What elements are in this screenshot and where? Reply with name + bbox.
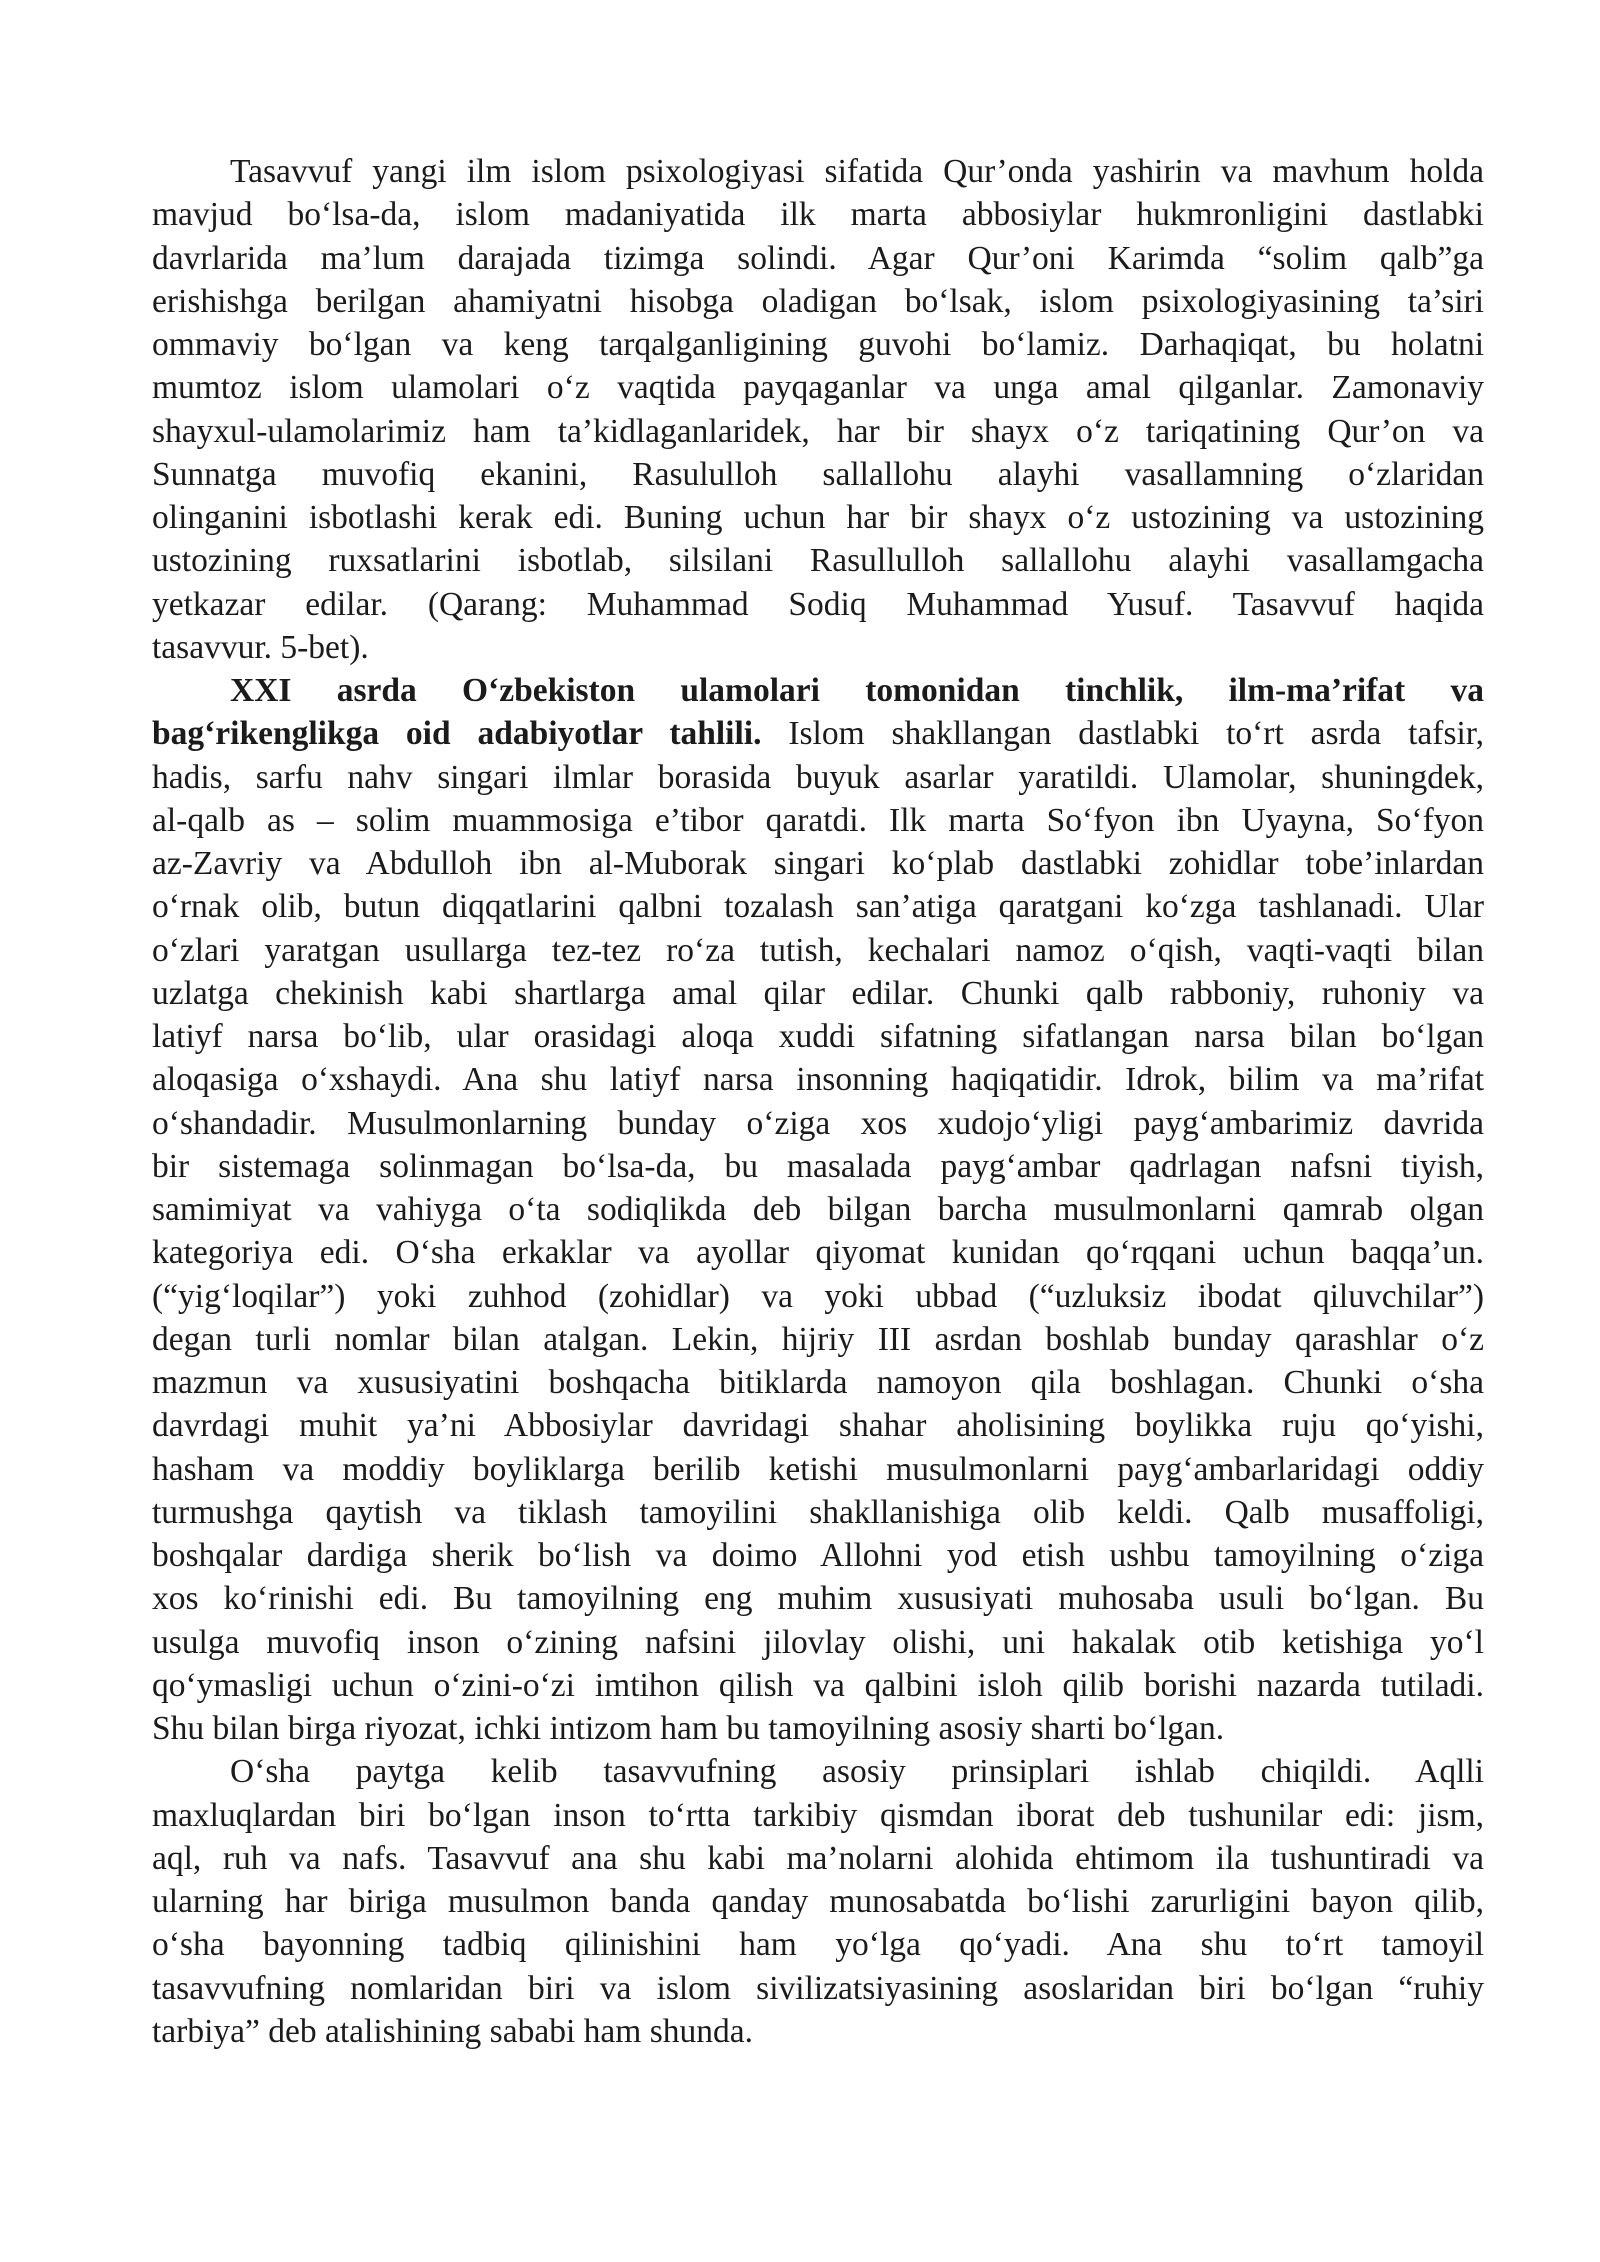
text-line: yetkazar edilar. (Qarang: Muhammad Sodiq Muhammad Yusuf. Tasavvuf haqida [152, 585, 1484, 623]
text-line: mavjud bo‘lsa-da, islom madaniyatida ilk marta abbosiylar hukmronligini dastlabki [152, 196, 1484, 234]
text-line: hadis, sarfu nahv singari ilmlar borasida buyuk asarlar yaratildi. Ulamolar, shuningdek, [152, 758, 1484, 796]
text-line: olinganini isbotlashi kerak edi. Buning uchun har bir shayx o‘z ustozining va ustozining [152, 499, 1484, 536]
text-line: aql, ruh va nafs. Tasavvuf ana shu kabi ma’nolarni alohida ehtimom ila tushuntiradi va [152, 1839, 1484, 1877]
text-line: usulga muvofiq inson o‘zining nafsini jilovlay olishi, uni hakalak otib ketishiga yo‘l [152, 1623, 1484, 1661]
text-line: latiyf narsa bo‘lib, ular orasidagi aloqa xuddi sifatning sifatlangan narsa bilan bo‘lgan [152, 1018, 1484, 1055]
text-line: turmushga qaytish va tiklash tamoyilini shakllanishiga olib keldi. Qalb musaffoligi, [152, 1493, 1484, 1531]
text-line: maxluqlardan biri bo‘lgan inson to‘rtta tarkibiy qismdan iborat deb tushunilar edi: jism, [152, 1796, 1484, 1834]
text-line: Sunnatga muvofiq ekanini, Rasululloh sallallohu alayhi vasallamning o‘zlaridan [152, 455, 1484, 493]
text-line: degan turli nomlar bilan atalgan. Lekin, hijriy III asrdan boshlab bunday qarashlar o‘z [152, 1320, 1484, 1358]
text-line: davrdagi muhit ya’ni Abbosiylar davridagi shahar aholisining boylikka ruju qo‘yishi, [152, 1407, 1484, 1445]
text-run: Islom shakllangan dastlabki to‘rt asrda tafsir, [761, 715, 1484, 753]
text-line: Shu bilan birga riyozat, ichki intizom ham bu tamoyilning asosiy sharti bo‘lgan. [152, 1710, 1225, 1747]
text-line: boshqalar dardiga sherik bo‘lish va doimo Allohni yod etish ushbu tamoyilning o‘ziga [152, 1537, 1484, 1574]
text-line: Tasavvuf yangi ilm islom psixologiyasi sifatida Qur’onda yashirin va mavhum holda [230, 153, 1484, 190]
section-heading-end: bag‘rikenglikga oid adabiyotlar tahlili. [152, 715, 762, 753]
text-line: al-qalb as – solim muammosiga e’tibor qaratdi. Ilk marta So‘fyon ibn Uyayna, So‘fyon [152, 801, 1484, 839]
text-line: ustozining ruxsatlarini isbotlab, silsilani Rasullulloh sallallohu alayhi vasallamgacha [152, 542, 1484, 580]
text-line: uzlatga chekinish kabi shartlarga amal qilar edilar. Chunki qalb rabboniy, ruhoniy va [152, 974, 1484, 1012]
text-line: o‘shandadir. Musulmonlarning bunday o‘ziga xos xudojo‘yligi payg‘ambarimiz davrida [152, 1104, 1484, 1142]
text-line: mumtoz islom ulamolari o‘z vaqtida payqaganlar va unga amal qilganlar. Zamonaviy [152, 369, 1484, 407]
section-heading-line: XXI asrda O‘zbekiston ulamolari tomonidan tinchlik, ilm-ma’rifat va [230, 672, 1484, 709]
text-line: qo‘ymasligi uchun o‘zini-o‘zi imtihon qilish va qalbini isloh qilib borishi nazarda tutiladi. [152, 1666, 1484, 1704]
text-line: o‘zlari yaratgan usullarga tez-tez ro‘za tutish, kechalari namoz o‘qish, vaqti-vaqti bilan [152, 931, 1484, 969]
text-line: shayxul-ulamolarimiz ham ta’kidlaganlaridek, har bir shayx o‘z tariqatining Qur’on va [152, 412, 1484, 450]
text-line: (“yig‘loqilar”) yoki zuhhod (zohidlar) va yoki ubbad (“uzluksiz ibodat qiluvchilar”) [152, 1277, 1484, 1315]
text-line: xos ko‘rinishi edi. Bu tamoyilning eng muhim xususiyati muhosaba usuli bo‘lgan. Bu [152, 1580, 1484, 1618]
text-line: ommaviy bo‘lgan va keng tarqalganligining guvohi bo‘lamiz. Darhaqiqat, bu holatni [152, 326, 1484, 363]
text-line: kategoriya edi. O‘sha erkaklar va ayollar qiyomat kunidan qo‘rqqani uchun baqqa’un. [152, 1234, 1484, 1272]
text-line: tasavvur. 5-bet). [152, 628, 369, 666]
text-line: ularning har biriga musulmon banda qanday munosabatda bo‘lishi zarurligini bayon qilib, [152, 1883, 1484, 1920]
text-line: erishishga berilgan ahamiyatni hisobga oladigan bo‘lsak, islom psixologiyasining ta’siri [152, 282, 1484, 320]
document-page [152, 150, 1484, 2053]
text-line: O‘sha paytga kelib tasavvufning asosiy prinsiplari ishlab chiqildi. Aqlli [230, 1753, 1484, 1791]
text-line: davrlarida ma’lum darajada tizimga solindi. Agar Qur’oni Karimda “solim qalb”ga [152, 239, 1484, 277]
text-line [152, 712, 1484, 755]
text-line: tasavvufning nomlaridan biri va islom sivilizatsiyasining asoslaridan biri bo‘lgan “ruhiy [152, 1969, 1484, 2007]
text-line: aloqasiga o‘xshaydi. Ana shu latiyf narsa insonning haqiqatidir. Idrok, bilim va ma’rifat [152, 1061, 1484, 1099]
text-line: bir sistemaga solinmagan bo‘lsa-da, bu masalada payg‘ambar qadrlagan nafsni tiyish, [152, 1147, 1484, 1185]
paragraph-2 [152, 669, 1484, 1750]
text-line: az-Zavriy va Abdulloh ibn al-Muborak singari ko‘plab dastlabki zohidlar tobe’inlardan [152, 845, 1484, 882]
text-line: o‘sha bayonning tadbiq qilinishini ham yo‘lga qo‘yadi. Ana shu to‘rt tamoyil [152, 1926, 1484, 1964]
paragraph-3 [152, 1750, 1484, 2053]
text-line: o‘rnak olib, butun diqqatlarini qalbni tozalash san’atiga qaratgani ko‘zga tashlanadi. Ular [152, 888, 1484, 926]
text-line: samimiyat va vahiyga o‘ta sodiqlikda deb bilgan barcha musulmonlarni qamrab olgan [152, 1191, 1484, 1228]
paragraph-1 [152, 150, 1484, 669]
text-line: hasham va moddiy boyliklarga berilib ketishi musulmonlarni payg‘ambarlaridagi oddiy [152, 1450, 1484, 1488]
text-line: tarbiya” deb atalishining sababi ham shunda. [152, 2012, 753, 2050]
text-line: mazmun va xususiyatini boshqacha bitiklarda namoyon qila boshlagan. Chunki o‘sha [152, 1364, 1484, 1401]
